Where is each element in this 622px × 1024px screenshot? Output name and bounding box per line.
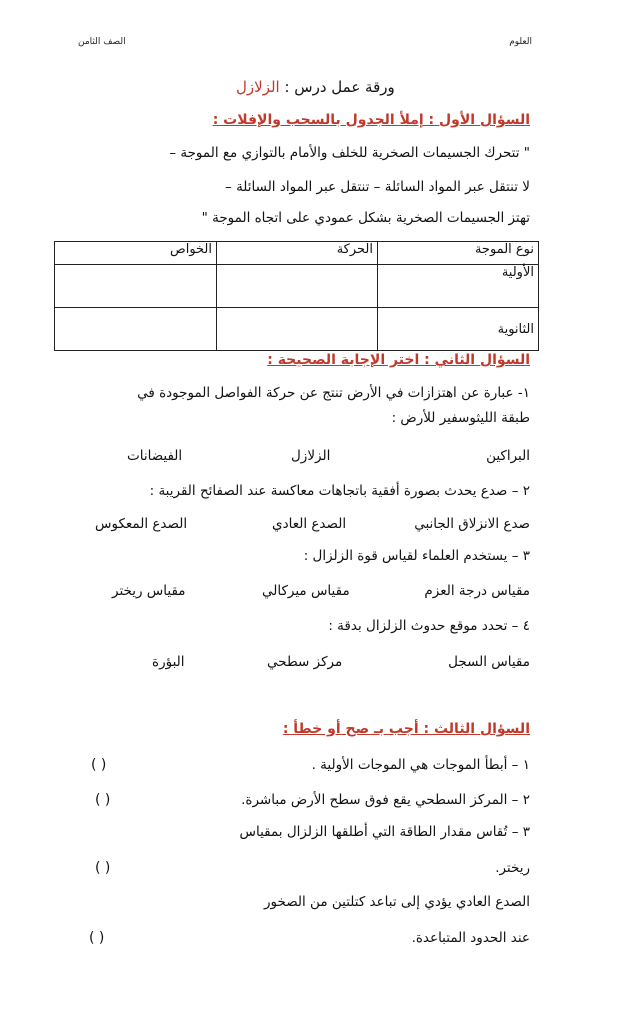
drop-cell-primary-properties[interactable] — [55, 265, 217, 308]
wave-table — [54, 241, 539, 351]
q3-statement-4-cont: عند الحدود المتباعدة. — [411, 930, 530, 946]
q2-item-2-option-b[interactable]: الصدع العادي — [272, 516, 347, 532]
q3-answer-box-4[interactable]: ( ) — [89, 930, 105, 946]
title-topic: الزلازل — [236, 78, 280, 96]
worksheet-title — [236, 78, 395, 96]
q2-item-2-option-a[interactable]: صدع الانزلاق الجانبي — [414, 516, 530, 532]
q2-item-1-option-b[interactable]: الزلازل — [291, 448, 331, 464]
q2-heading: السؤال الثاني : اختر الإجابة الصحيحة : — [267, 352, 530, 368]
q3-heading: السؤال الثالث : أجب بـ صح أو خطأ : — [282, 721, 530, 737]
q3-statement-1: ١ – أبطأ الموجات هي الموجات الأولية . — [311, 757, 530, 773]
q2-item-1-stem-cont: طبقة الليثوسفير للأرض : — [391, 410, 530, 426]
q2-item-2-option-c[interactable]: الصدع المعكوس — [95, 516, 188, 532]
q3-statement-4: الصدع العادي يؤدي إلى تباعد كتلتين من الصخور — [263, 894, 530, 910]
title-prefix: ورقة عمل درس : — [279, 78, 395, 96]
q1-drag-option-line-1: " تتحرك الجسيمات الصخرية للخلف والأمام بالتوازي مع الموجة – — [169, 145, 530, 161]
q3-statement-3-cont: ريختر. — [495, 860, 530, 876]
q2-item-3-option-b[interactable]: مقياس ميركالي — [262, 583, 350, 599]
q1-heading: السؤال الأول : إملأ الجدول بالسحب والإفلات : — [212, 112, 530, 128]
q3-answer-box-2[interactable]: ( ) — [95, 792, 111, 808]
drop-cell-secondary-motion[interactable] — [217, 308, 378, 351]
q2-item-4-option-b[interactable]: مركز سطحي — [267, 654, 343, 670]
q2-item-4-option-c[interactable]: البؤرة — [152, 654, 185, 670]
q2-item-1-option-a[interactable]: البراكين — [486, 448, 530, 464]
q2-item-4-option-a[interactable]: مقياس السجل — [448, 654, 530, 670]
q3-answer-box-3[interactable]: ( ) — [95, 860, 111, 876]
table-header-wave-type: نوع الموجة — [378, 242, 539, 265]
q3-statement-2: ٢ – المركز السطحي يقع فوق سطح الأرض مباشرة. — [241, 792, 530, 808]
drop-cell-secondary-properties[interactable] — [55, 308, 217, 351]
q1-drag-option-line-3: تهتز الجسيمات الصخرية بشكل عمودي على اتجاه الموجة " — [201, 210, 530, 226]
q2-item-3-stem: ٣ – يستخدم العلماء لقياس قوة الزلزال : — [303, 548, 530, 564]
q1-drag-option-line-2: لا تنتقل عبر المواد السائلة – تنتقل عبر المواد السائلة – — [225, 179, 530, 195]
q2-item-2-stem: ٢ – صدع يحدث بصورة أفقية باتجاهات معاكسة عند الصفائح القريبة : — [149, 483, 530, 499]
table-cell-secondary: الثانوية — [378, 308, 539, 351]
q2-item-1-stem: ١- عبارة عن اهتزازات في الأرض تنتج عن حركة الفواصل الموجودة في — [137, 385, 530, 401]
table-header-properties: الخواص — [55, 242, 217, 265]
q2-item-1-option-c[interactable]: الفيضانات — [127, 448, 183, 464]
grade-label: الصف الثامن — [78, 37, 126, 47]
q3-answer-box-1[interactable]: ( ) — [91, 757, 107, 773]
q2-item-3-option-a[interactable]: مقياس درجة العزم — [424, 583, 530, 599]
q2-item-4-stem: ٤ – تحدد موقع حدوث الزلزال بدقة : — [328, 618, 530, 634]
table-header-motion: الحركة — [217, 242, 378, 265]
drop-cell-primary-motion[interactable] — [217, 265, 378, 308]
subject-label: العلوم — [509, 37, 532, 47]
q3-statement-3: ٣ – تُقاس مقدار الطاقة التي أطلقها الزلزال بمقياس — [239, 824, 530, 840]
q2-item-3-option-c[interactable]: مقياس ريختر — [112, 583, 186, 599]
table-cell-primary: الأولية — [378, 265, 539, 308]
table-row — [55, 265, 539, 308]
table-header-row — [55, 242, 539, 265]
table-row — [55, 308, 539, 351]
